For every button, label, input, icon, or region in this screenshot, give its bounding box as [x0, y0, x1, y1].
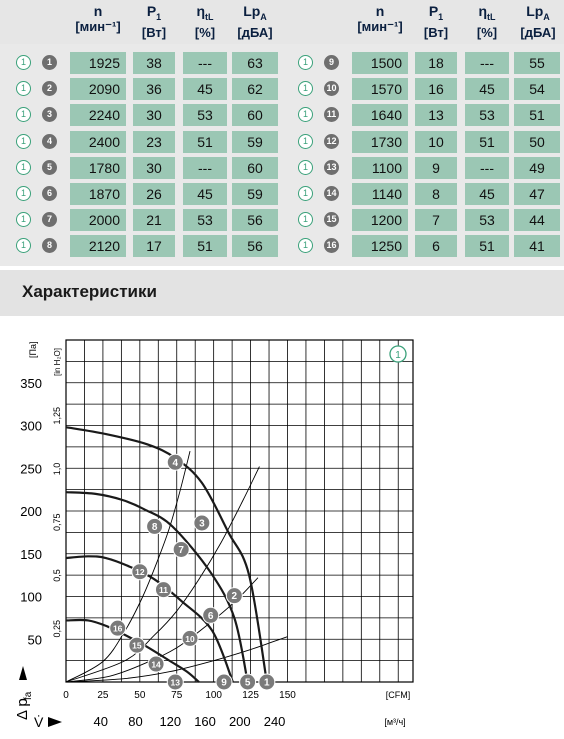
- cell-efficiency: 53: [465, 209, 509, 231]
- curve-marker-label: 1: [264, 677, 270, 689]
- cell-speed: 1250: [352, 235, 408, 257]
- cell-noise: 56: [232, 209, 278, 231]
- cell-efficiency: 53: [465, 104, 509, 126]
- cell-noise: 50: [514, 131, 560, 153]
- curve-badge: 1: [298, 186, 313, 201]
- x-tick-label-cfm: 100: [205, 690, 223, 701]
- cell-efficiency: ---: [465, 52, 509, 74]
- cell-speed: 2400: [70, 131, 126, 153]
- cell-power: 17: [133, 235, 175, 257]
- curve-marker-label: 7: [178, 544, 184, 556]
- curve-badge: 1: [298, 81, 313, 96]
- curve-badge: 1: [298, 107, 313, 122]
- cell-speed: 1500: [352, 52, 408, 74]
- y-unit-pa: [Па]: [28, 341, 38, 358]
- section-header: [0, 270, 564, 316]
- cell-noise: 60: [232, 157, 278, 179]
- point-badge: 7: [42, 212, 57, 227]
- fan-performance-chart: [0, 320, 564, 739]
- cell-speed: 1200: [352, 209, 408, 231]
- cell-power: 16: [415, 78, 457, 100]
- cell-power: 18: [415, 52, 457, 74]
- point-badge: 13: [324, 160, 339, 175]
- y-tick-label-pa: 200: [20, 504, 42, 519]
- curve-marker-label: 15: [132, 640, 142, 651]
- cell-noise: 59: [232, 183, 278, 205]
- cell-power: 8: [415, 183, 457, 205]
- x-tick-label-cfm: 150: [279, 690, 296, 701]
- curve-badge: 1: [298, 238, 313, 253]
- cell-speed: 1140: [352, 183, 408, 205]
- x-tick-label-m3h: 240: [263, 714, 286, 729]
- curve-badge: 1: [16, 186, 31, 201]
- header-eta-left: $\eta_{tL}$ [%]: [194, 3, 216, 40]
- cell-noise: 63: [232, 52, 278, 74]
- cell-power: 36: [133, 78, 175, 100]
- header-p-right: $P_1$ [Вт]: [423, 3, 449, 40]
- x-axis-label: V̇: [34, 714, 44, 730]
- x-tick-label-cfm: 75: [171, 690, 183, 701]
- cell-power: 26: [133, 183, 175, 205]
- curve-badge: 1: [298, 160, 313, 175]
- curve-badge: 1: [298, 55, 313, 70]
- cell-power: 30: [133, 104, 175, 126]
- point-badge: 6: [42, 186, 57, 201]
- curve-badge: 1: [16, 81, 31, 96]
- header-n-left: n [мин⁻¹]: [75, 3, 121, 34]
- cell-noise: 41: [514, 235, 560, 257]
- header-lp-left: $Lp_A$ [дБА]: [237, 3, 273, 40]
- cell-efficiency: 45: [183, 78, 227, 100]
- header-p-left: $P_1$ [Вт]: [141, 3, 167, 40]
- x-tick-label-m3h: 120: [159, 714, 182, 729]
- cell-noise: 47: [514, 183, 560, 205]
- point-badge: 5: [42, 160, 57, 175]
- x-tick-label-m3h: 160: [194, 714, 216, 729]
- y-axis-label: Δ p: [14, 698, 31, 720]
- cell-noise: 60: [232, 104, 278, 126]
- y-tick-label-inh2o: 0,25: [52, 619, 62, 638]
- curve-badge: 1: [16, 107, 31, 122]
- y-tick-label-inh2o: 0,5: [52, 569, 62, 582]
- x-unit-cfm: [CFM]: [385, 690, 411, 700]
- cell-power: 13: [415, 104, 457, 126]
- cell-noise: 51: [514, 104, 560, 126]
- curve-badge: 1: [298, 134, 313, 149]
- cell-speed: 2090: [70, 78, 126, 100]
- cell-speed: 2000: [70, 209, 126, 231]
- header-n-right: n [мин⁻¹]: [357, 3, 403, 34]
- cell-noise: 49: [514, 157, 560, 179]
- cell-speed: 1870: [70, 183, 126, 205]
- point-badge: 16: [324, 238, 339, 253]
- x-tick-label-cfm: 125: [242, 690, 259, 701]
- cell-speed: 1100: [352, 157, 408, 179]
- curve-marker-label: 12: [135, 567, 145, 578]
- y-axis-arrow: [19, 666, 27, 680]
- cell-noise: 55: [514, 52, 560, 74]
- cell-power: 23: [133, 131, 175, 153]
- section-title: Характеристики: [22, 282, 157, 301]
- curve-marker-label: 10: [185, 633, 195, 644]
- point-badge: 4: [42, 134, 57, 149]
- x-tick-label-cfm: 50: [134, 690, 146, 701]
- cell-power: 38: [133, 52, 175, 74]
- cell-power: 30: [133, 157, 175, 179]
- cell-speed: 1640: [352, 104, 408, 126]
- x-unit-m3h: [м³/ч]: [384, 717, 406, 727]
- cell-speed: 1730: [352, 131, 408, 153]
- point-badge: 12: [324, 134, 339, 149]
- curve-badge: 1: [16, 238, 31, 253]
- y-tick-label-pa: 150: [20, 546, 42, 562]
- cell-power: 10: [415, 131, 457, 153]
- cell-power: 7: [415, 209, 457, 231]
- curve-badge: 1: [16, 55, 31, 70]
- y-tick-label-inh2o: 0,75: [52, 513, 62, 532]
- curve-badge: 1: [16, 160, 31, 175]
- y-unit-inh2o: [in H₂O]: [53, 348, 62, 376]
- curve-badge: 1: [16, 134, 31, 149]
- x-tick-label-m3h: 40: [93, 714, 108, 729]
- cell-noise: 59: [232, 131, 278, 153]
- point-badge: 11: [324, 107, 339, 122]
- cell-speed: 2120: [70, 235, 126, 257]
- x-tick-label-cfm: 0: [63, 690, 69, 701]
- x-tick-label-cfm: 25: [97, 690, 109, 701]
- point-badge: 14: [324, 186, 339, 201]
- cell-noise: 44: [514, 209, 560, 231]
- header-lp-right: $Lp_A$ [дБА]: [520, 3, 556, 40]
- curve-marker-label: 11: [158, 585, 168, 596]
- header-eta-right: $\eta_{tL}$ [%]: [476, 3, 498, 40]
- point-badge: 2: [42, 81, 57, 96]
- y-tick-label-inh2o: 1,25: [52, 407, 62, 425]
- point-badge: 8: [42, 238, 57, 253]
- cell-noise: 54: [514, 78, 560, 100]
- curve-marker-label: 3: [199, 518, 205, 530]
- cell-power: 6: [415, 235, 457, 257]
- curve-marker-label: 16: [112, 623, 123, 634]
- cell-speed: 1570: [352, 78, 408, 100]
- cell-efficiency: 45: [183, 183, 227, 205]
- cell-efficiency: 53: [183, 209, 227, 231]
- curve-marker-label: 13: [170, 677, 181, 688]
- point-badge: 10: [324, 81, 339, 96]
- cell-efficiency: ---: [183, 52, 227, 74]
- curve-marker-label: 9: [221, 677, 227, 689]
- y-tick-label-pa: 350: [20, 375, 42, 391]
- curve-marker-label: 8: [151, 521, 158, 533]
- y-tick-label-pa: 300: [20, 418, 42, 434]
- cell-efficiency: 51: [183, 235, 227, 257]
- y-tick-label-inh2o: 1,0: [52, 462, 62, 476]
- x-axis-arrow: [48, 717, 62, 727]
- cell-power: 9: [415, 157, 457, 179]
- cell-speed: 1925: [70, 52, 126, 74]
- point-badge: 1: [42, 55, 57, 70]
- y-axis-label-sub: fa: [23, 691, 34, 700]
- curve-marker-label: 14: [151, 659, 161, 670]
- cell-noise: 56: [232, 235, 278, 257]
- cell-efficiency: 53: [183, 104, 227, 126]
- curve-badge: 1: [298, 212, 313, 227]
- cell-efficiency: ---: [465, 157, 509, 179]
- cell-efficiency: 51: [183, 131, 227, 153]
- cell-power: 21: [133, 209, 175, 231]
- chart-curve-badge: 1: [395, 350, 401, 361]
- y-tick-label-pa: 50: [27, 632, 42, 648]
- cell-noise: 62: [232, 78, 278, 100]
- curve-marker-label: 2: [231, 591, 238, 603]
- cell-speed: 2240: [70, 104, 126, 126]
- cell-efficiency: ---: [183, 157, 227, 179]
- point-badge: 9: [324, 55, 339, 70]
- cell-efficiency: 51: [465, 131, 509, 153]
- y-tick-label-pa: 100: [20, 589, 42, 605]
- cell-efficiency: 45: [465, 78, 509, 100]
- cell-speed: 1780: [70, 157, 126, 179]
- point-badge: 15: [324, 212, 339, 227]
- curve-marker-label: 5: [244, 677, 251, 689]
- x-tick-label-m3h: 80: [128, 714, 143, 729]
- curve-marker-label: 4: [172, 457, 179, 469]
- curve-badge: 1: [16, 212, 31, 227]
- y-tick-label-pa: 250: [20, 461, 42, 477]
- curve-marker-label: 6: [207, 610, 214, 622]
- x-tick-label-m3h: 200: [228, 714, 251, 729]
- cell-efficiency: 51: [465, 235, 509, 257]
- cell-efficiency: 45: [465, 183, 509, 205]
- point-badge: 3: [42, 107, 57, 122]
